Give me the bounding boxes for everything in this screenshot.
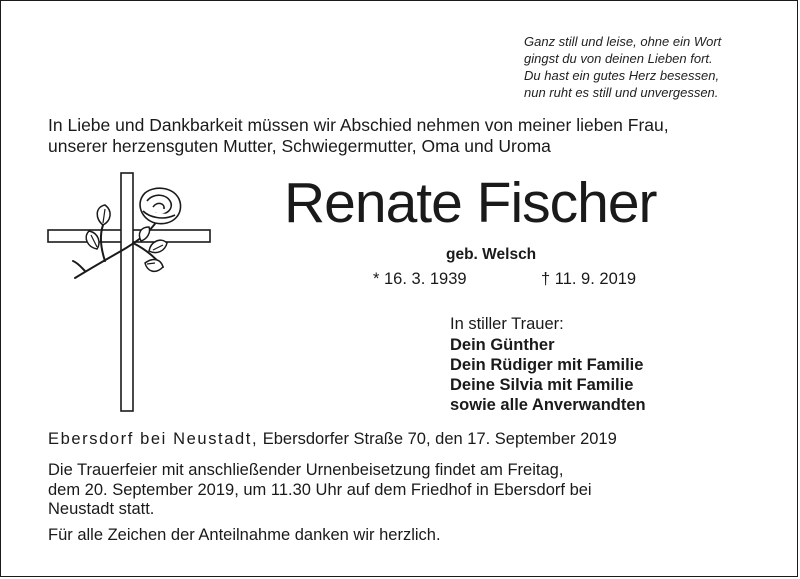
intro-text	[48, 115, 768, 157]
poem-line: nun ruht es still und unvergessen.	[524, 85, 719, 100]
mourner-item: Dein Günther	[450, 336, 555, 354]
mourner-item: sowie alle Anverwandten	[450, 396, 646, 414]
intro-line: unserer herzensguten Mutter, Schwiegermutter, Oma und Uroma	[48, 136, 551, 156]
mourner-list	[450, 335, 646, 415]
poem	[524, 33, 784, 101]
cross-with-rose-icon	[45, 171, 215, 413]
ceremony-line: dem 20. September 2019, um 11.30 Uhr auf dem Friedhof in Ebersdorf bei	[48, 480, 592, 499]
ceremony-notice	[48, 461, 768, 520]
poem-line: Du hast ein gutes Herz besessen,	[524, 68, 720, 83]
deceased-name: Renate Fischer	[284, 171, 657, 235]
birth-date: * 16. 3. 1939	[373, 270, 467, 288]
thanks-note: Für alle Zeichen der Anteilnahme danken wir herzlich.	[48, 526, 441, 544]
death-date: † 11. 9. 2019	[541, 270, 637, 288]
ceremony-line: Neustadt statt.	[48, 500, 155, 518]
mourning-heading: In stiller Trauer:	[450, 315, 564, 333]
poem-line: gingst du von deinen Lieben fort.	[524, 51, 713, 66]
maiden-name: geb. Welsch	[446, 246, 537, 263]
place-town: Ebersdorf bei Neustadt,	[48, 430, 259, 448]
place-address-date: Ebersdorfer Straße 70, den 17. September 2019	[258, 430, 617, 448]
mourner-item: Dein Rüdiger mit Familie	[450, 356, 644, 374]
intro-line: In Liebe und Dankbarkeit müssen wir Abschied nehmen von meiner lieben Frau,	[48, 115, 669, 135]
ceremony-line: Die Trauerfeier mit anschließender Urnenbeisetzung findet am Freitag,	[48, 461, 564, 479]
place-and-date	[48, 429, 617, 450]
poem-line: Ganz still und leise, ohne ein Wort	[524, 34, 722, 49]
mourner-item: Deine Silvia mit Familie	[450, 376, 634, 394]
